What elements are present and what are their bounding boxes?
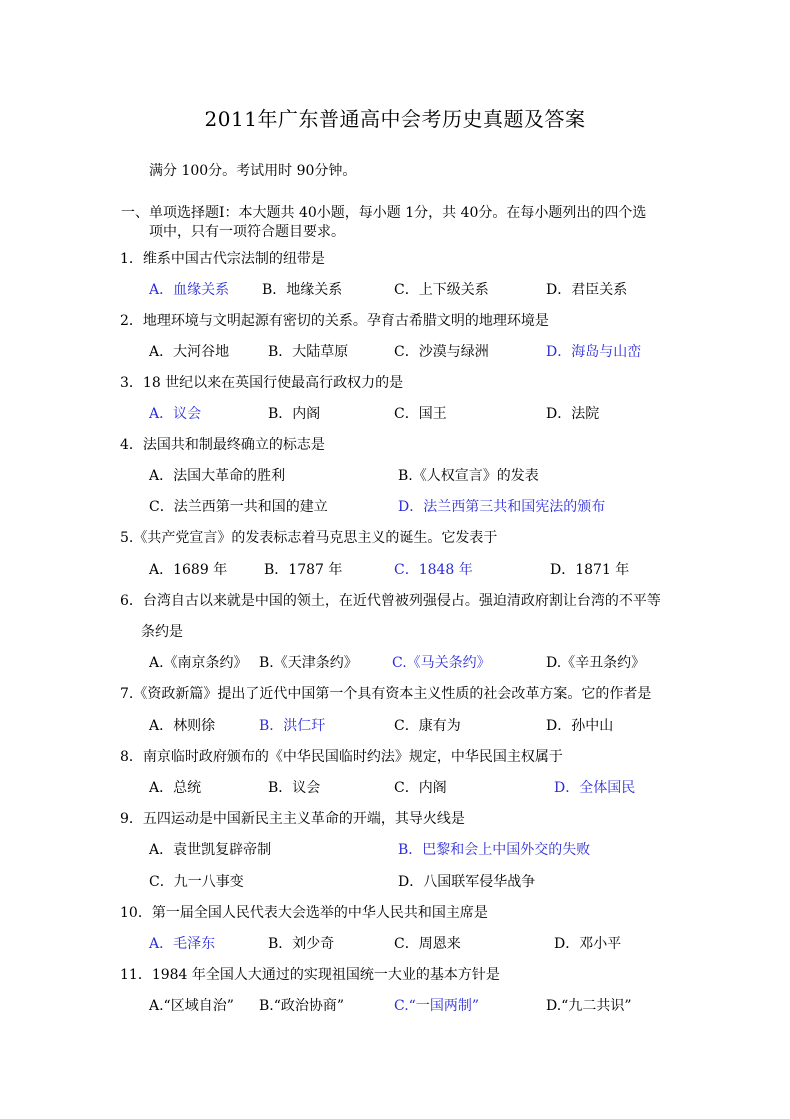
- option: C．周恩来: [394, 936, 461, 952]
- page-title: 2011年广东普通高中会考历史真题及答案: [204, 107, 586, 131]
- question-stem: 3．18 世纪以来在英国行使最高行政权力的是: [120, 375, 404, 391]
- question-stem: 11．1984 年全国人大通过的实现祖国统一大业的基本方针是: [120, 967, 500, 983]
- question-stem: 2．地理环境与文明起源有密切的关系。孕育古希腊文明的地理环境是: [120, 313, 549, 329]
- question-stem: 4．法国共和制最终确立的标志是: [120, 437, 325, 453]
- option-correct: C.《马关条约》: [392, 655, 491, 671]
- option: D．君臣关系: [546, 282, 628, 298]
- option: C．九一八事变: [149, 874, 244, 890]
- option-correct: A．议会: [149, 406, 202, 422]
- question-stem: 1．维系中国古代宗法制的纽带是: [120, 251, 325, 267]
- option: B.“政治协商”: [259, 998, 345, 1014]
- option-correct: B．巴黎和会上中国外交的失败: [398, 842, 591, 858]
- option: D．法院: [546, 406, 600, 422]
- option: C．国王: [394, 406, 447, 422]
- option: B．内阁: [268, 406, 321, 422]
- question-stem: 9．五四运动是中国新民主主义革命的开端，其导火线是: [120, 811, 465, 827]
- option-correct: C．1848 年: [394, 562, 473, 578]
- option: A．林则徐: [149, 718, 216, 734]
- option: C．康有为: [394, 718, 461, 734]
- option-correct: C.“一国两制”: [394, 998, 479, 1014]
- option: D.《辛丑条约》: [546, 655, 646, 671]
- option-correct: D．法兰西第三共和国宪法的颁布: [398, 499, 606, 515]
- option: B．地缘关系: [262, 282, 343, 298]
- option: B．刘少奇: [268, 936, 335, 952]
- option: B.《天津条约》: [259, 655, 358, 671]
- option: C．内阁: [394, 780, 447, 796]
- option: A．1689 年: [149, 562, 228, 578]
- option: C．沙漠与绿洲: [394, 344, 489, 360]
- option: D.“九二共识”: [546, 998, 632, 1014]
- option: A．总统: [149, 780, 202, 796]
- option-correct: A．毛泽东: [149, 936, 216, 952]
- option: D．1871 年: [550, 562, 630, 578]
- question-stem-continued: 条约是: [141, 624, 183, 640]
- section-heading: 一、单项选择题Ⅰ：本大题共 40小题，每小题 1分，共 40分。在每小题列出的四个选: [121, 205, 647, 221]
- exam-info: 满分 100分。考试用时 90分钟。: [149, 163, 357, 179]
- question-stem: 10．第一届全国人民代表大会选举的中华人民共和国主席是: [120, 905, 488, 921]
- option: B．1787 年: [264, 562, 343, 578]
- option: D．孙中山: [546, 718, 614, 734]
- option: D．邓小平: [554, 936, 622, 952]
- option: B．大陆草原: [268, 344, 349, 360]
- question-stem: 5.《共产党宣言》的发表标志着马克思主义的诞生。它发表于: [120, 530, 498, 546]
- option-correct: B．洪仁玕: [259, 718, 326, 734]
- option-correct: D．全体国民: [554, 780, 636, 796]
- option: A．大河谷地: [149, 344, 230, 360]
- question-stem: 7.《资政新篇》提出了近代中国第一个具有资本主义性质的社会改革方案。它的作者是: [120, 686, 652, 702]
- option: D．八国联军侵华战争: [398, 874, 536, 890]
- option: A．法国大革命的胜利: [149, 468, 286, 484]
- question-stem: 8．南京临时政府颁布的《中华民国临时约法》规定，中华民国主权属于: [120, 749, 563, 765]
- section-heading-continued: 项中，只有一项符合题目要求。: [149, 224, 345, 240]
- option: C．法兰西第一共和国的建立: [149, 499, 328, 515]
- option: B．议会: [268, 780, 321, 796]
- option-correct: A．血缘关系: [149, 282, 230, 298]
- option: A.《南京条约》: [149, 655, 248, 671]
- question-stem: 6．台湾自古以来就是中国的领土，在近代曾被列强侵占。强迫清政府割让台湾的不平等: [120, 593, 661, 609]
- option-correct: D．海岛与山峦: [546, 344, 642, 360]
- option: A.“区域自治”: [149, 998, 234, 1014]
- option: C．上下级关系: [394, 282, 489, 298]
- option: A．袁世凯复辟帝制: [149, 842, 272, 858]
- option: B.《人权宣言》的发表: [398, 468, 539, 484]
